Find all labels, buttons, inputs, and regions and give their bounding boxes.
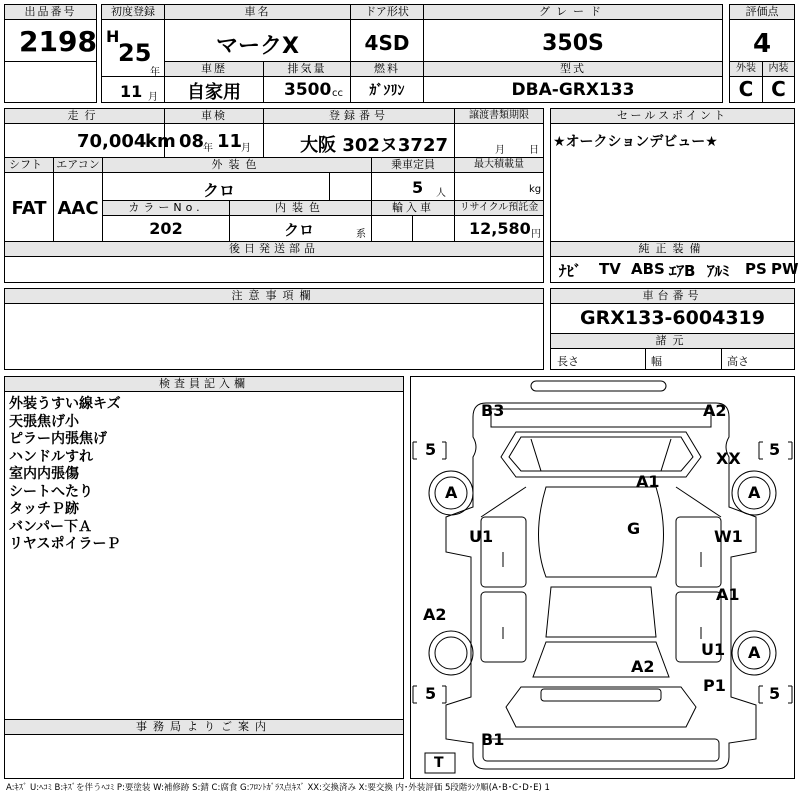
office-label: 事務局よりご案内	[5, 720, 403, 735]
inspection-label: 車検	[165, 109, 263, 124]
plate-box	[263, 108, 455, 158]
door-type: 4SD	[364, 31, 410, 55]
damage-p1: P1	[703, 676, 726, 695]
lot-blank-box	[4, 61, 97, 103]
mileage-unit: km	[145, 131, 176, 152]
wheel-mark-right-rear: A	[748, 643, 761, 662]
plate-label: 登録番号	[264, 109, 454, 124]
car-name: マークX	[216, 34, 299, 59]
recycle-unit: 円	[531, 229, 541, 240]
load-box	[454, 157, 544, 201]
ac: AAC	[57, 198, 99, 219]
damage-xx: XX	[716, 449, 741, 468]
spec-label: 諸元	[551, 333, 794, 349]
displacement-unit: cc	[332, 88, 343, 99]
color: クロ	[203, 181, 236, 200]
chassis-number: GRX133-6004319	[580, 307, 765, 329]
damage-u1-right: U1	[701, 640, 726, 659]
capacity-box	[371, 157, 455, 201]
equipment-ps: PS	[745, 260, 767, 278]
interior-label: 内装	[763, 62, 794, 77]
fuel-label: 燃料	[351, 62, 423, 77]
inspection-month: 11	[217, 131, 243, 152]
import-box	[371, 200, 455, 242]
color-label: 外装色	[103, 158, 371, 173]
import-label: 輸入車	[372, 201, 454, 216]
fuel: ｶﾞｿﾘﾝ	[369, 83, 405, 99]
ac-box	[53, 157, 103, 242]
shift-box	[4, 157, 54, 242]
interior-color: クロ	[284, 221, 315, 239]
spare-tire: T	[434, 755, 444, 771]
interior-color-box	[229, 200, 372, 242]
recycle-label: リサイクル預託金	[455, 201, 543, 216]
year-unit: 年	[150, 67, 160, 78]
color-no-label: カラーNo.	[103, 201, 229, 216]
divider	[329, 173, 330, 201]
ac-label: エアコン	[54, 158, 102, 173]
mileage: 70,004	[77, 131, 147, 152]
era-letter: H	[106, 27, 120, 46]
score-box	[729, 4, 795, 62]
displacement: 3500	[284, 80, 332, 100]
score-label: 評価点	[730, 5, 794, 20]
grade-label: グレード	[424, 5, 722, 20]
aftermarket-box	[4, 241, 544, 283]
mileage-label: 走行	[5, 109, 164, 124]
color-no: 202	[149, 219, 183, 238]
selling-point-box	[550, 108, 795, 242]
capacity-label: 乗車定員	[372, 158, 454, 173]
inspector-box	[4, 376, 404, 720]
equipment-tv: TV	[599, 260, 621, 278]
exterior-grade-box	[729, 61, 763, 103]
divider	[102, 76, 164, 77]
damage-u1-left: U1	[469, 527, 494, 546]
transfer-label: 譲渡書類期限	[455, 109, 543, 124]
inspector-line-7: タッチＰ跡	[9, 501, 79, 517]
first-registration-label: 初度登録	[102, 5, 164, 20]
lot-number: 2198	[19, 25, 97, 58]
damage-w1: W1	[714, 527, 743, 546]
mileage-box	[4, 108, 176, 158]
interior-grade: C	[771, 77, 786, 101]
office-box	[4, 719, 404, 779]
model-label: 型式	[424, 62, 722, 77]
car-diagram-box	[410, 376, 795, 779]
width-label: 幅	[651, 355, 662, 368]
divider	[721, 348, 722, 370]
inspector-line-4: ハンドルすれ	[9, 448, 93, 465]
car-name-label: 車名	[165, 5, 350, 20]
inspector-line-1: 外装うすい線キズ	[9, 396, 121, 412]
load-unit: kg	[529, 184, 542, 195]
transfer-box	[454, 108, 544, 158]
damage-b1: B1	[481, 730, 505, 749]
fuel-box	[350, 61, 424, 103]
shift: FAT	[11, 198, 47, 219]
equipment-alloy: ｱﾙﾐ	[707, 262, 730, 280]
chassis-label: 車台番号	[551, 289, 794, 304]
inspector-line-3: ピラー内張焦げ	[9, 431, 107, 447]
car-name-box	[164, 4, 351, 62]
genuine-equipment-label: 純正装備	[551, 242, 794, 257]
capacity-unit: 人	[436, 188, 446, 199]
interior-grade-box	[762, 61, 795, 103]
shift-label: シフト	[5, 158, 53, 173]
inspector-line-6: シートへたり	[9, 483, 93, 500]
chassis-box	[550, 288, 795, 370]
inspector-line-2: 天張焦げ小	[9, 413, 79, 430]
length-label: 長さ	[557, 355, 579, 368]
inspection-box	[164, 108, 264, 158]
caution-box	[4, 288, 544, 370]
displacement-label: 排気量	[264, 62, 350, 77]
inspection-month-unit: 月	[241, 143, 251, 154]
height-label: 高さ	[727, 355, 749, 368]
transfer-month-unit: 月	[495, 145, 505, 156]
divider	[645, 348, 646, 370]
genuine-equipment-box	[550, 241, 799, 283]
history-label: 車歴	[165, 62, 263, 77]
first-registration-month: 11	[120, 82, 143, 101]
damage-b3: B3	[481, 401, 505, 420]
capacity: 5	[412, 178, 424, 197]
tire-tread-left-rear: 5	[425, 684, 437, 703]
model-box	[423, 61, 723, 103]
plate-number: 大阪 302ヌ3727	[300, 135, 448, 156]
selling-point-label: セールスポイント	[551, 109, 794, 124]
exterior-label: 外装	[730, 62, 762, 77]
inspector-line-9: リヤスポイラーＰ	[9, 536, 121, 552]
inspector-label: 検査員記入欄	[5, 377, 403, 392]
color-no-box	[102, 200, 230, 242]
displacement-box	[263, 61, 351, 103]
recycle-fee: 12,580	[469, 219, 531, 238]
car-diagram	[411, 377, 794, 778]
score: 4	[752, 29, 772, 59]
month-unit: 月	[148, 92, 158, 103]
damage-legend: A:ｷｽﾞ U:ﾍｺﾐ B:ｷｽﾞを伴うﾍｺﾐ P:要塗装 W:補修跡 S:錆 C:腐食 G:ﾌﾛﾝﾄｶﾞﾗｽ点ｷｽﾞ XX:交換済み X:要交換 内･外装評価 5段階ﾗﾝｸ順(A･B･C･D･E) 1	[6, 783, 550, 793]
recycle-box	[454, 200, 544, 242]
door-box	[350, 4, 424, 62]
exterior-grade: C	[738, 77, 754, 101]
caution-label: 注意事項欄	[5, 289, 543, 304]
damage-a2-trunk: A2	[631, 657, 655, 676]
door-label: ドア形状	[351, 5, 423, 20]
inspection-year-unit: 年	[203, 143, 213, 154]
load-label: 最大積載量	[455, 158, 543, 173]
first-registration-box	[101, 4, 165, 103]
history-box	[164, 61, 264, 103]
equipment-pw: PW	[771, 260, 799, 278]
equipment-navi: ﾅﾋﾞ	[559, 262, 582, 280]
interior-color-unit: 系	[356, 229, 366, 240]
history: 自家用	[187, 82, 241, 103]
damage-a1-hood: A1	[636, 472, 660, 491]
damage-a1-right: A1	[716, 585, 740, 604]
damage-g: G	[627, 519, 641, 538]
aftermarket-label: 後日発送部品	[5, 242, 543, 257]
lot-number-box	[4, 4, 97, 62]
model: DBA-GRX133	[511, 80, 635, 100]
tire-tread-right-front: 5	[769, 440, 781, 459]
grade: 350S	[542, 31, 604, 56]
lot-number-label: 出品番号	[5, 5, 96, 20]
selling-point-text: ★オークションデビュー★	[553, 134, 718, 150]
inspector-line-8: バンパー下Ａ	[9, 518, 93, 535]
divider	[412, 216, 413, 242]
tire-tread-left-front: 5	[425, 440, 437, 459]
inspection-year: 08	[179, 131, 205, 152]
inspector-line-5: 室内内張傷	[9, 466, 79, 482]
damage-a2-front: A2	[703, 401, 727, 420]
wheel-mark-right-front: A	[748, 483, 761, 502]
first-registration-year: 25	[118, 39, 152, 67]
interior-color-label: 内装色	[230, 201, 371, 216]
transfer-day-unit: 日	[529, 145, 539, 156]
equipment-abs: ABS	[631, 260, 665, 278]
damage-a2-left: A2	[423, 605, 447, 624]
equipment-airbag: ｴｱB	[669, 262, 696, 280]
tire-tread-right-rear: 5	[769, 684, 781, 703]
color-box	[102, 157, 372, 201]
grade-box	[423, 4, 723, 62]
wheel-mark-left-front: A	[445, 483, 458, 502]
